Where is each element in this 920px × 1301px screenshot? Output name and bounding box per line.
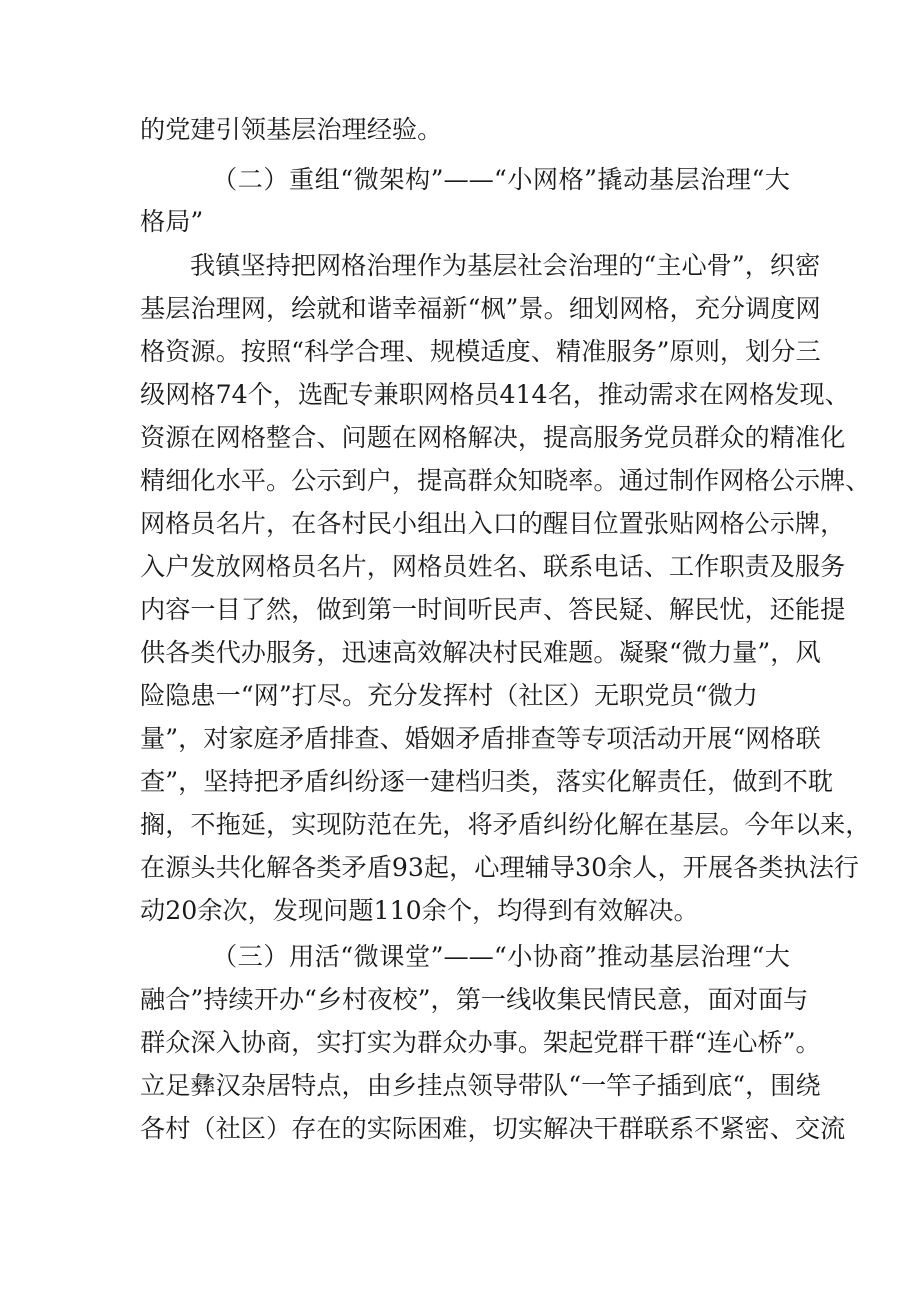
body-text-line: 查”，坚持把矛盾纠纷逐一建档归类，落实化解责任，做到不耽: [140, 767, 833, 796]
section-heading-line: （三）用活“微课堂”——“小协商”推动基层治理“大: [212, 942, 790, 971]
body-text-line: 动20余次，发现问题110余个，均得到有效解决。: [140, 896, 699, 925]
body-text-line: 级网格74个，选配专兼职网格员414名，推动需求在网格发现、: [140, 380, 850, 409]
section-heading-line: （二）重组“微架构”——“小网格”撬动基层治理“大: [212, 165, 790, 194]
body-text-line: 量”，对家庭矛盾排查、婚姻矛盾排查等专项活动开展“网格联: [140, 724, 821, 753]
body-text-line: 融合”持续开办“乡村夜校”，第一线收集民情民意，面对面与: [140, 985, 809, 1014]
body-text-line: 各村（社区）存在的实际困难，切实解决干群联系不紧密、交流: [140, 1114, 846, 1143]
body-text-line: 基层治理网，绘就和谐幸福新“枫”景。细划网格，充分调度网: [140, 294, 821, 323]
body-text-line: 资源在网格整合、问题在网格解决，提高服务党员群众的精准化: [140, 423, 846, 452]
body-text-line: 格资源。按照“科学合理、规模适度、精准服务”原则，划分三: [140, 337, 821, 366]
body-text-line: 供各类代办服务，迅速高效解决村民难题。凝聚“微力量”，风: [140, 638, 821, 667]
body-text-line: 立足彝汉杂居特点，由乡挂点领导带队“一竿子插到底“，围绕: [140, 1071, 821, 1100]
section-heading-line: 格局”: [140, 207, 204, 236]
body-text-line: 险隐患一“网”打尽。充分发挥村（社区）无职党员“微力: [140, 681, 758, 710]
body-text-line: 网格员名片，在各村民小组出入口的醒目位置张贴网格公示牌，: [140, 509, 846, 538]
body-text-line: 在源头共化解各类矛盾93起，心理辅导30余人，开展各类执法行: [140, 853, 859, 882]
body-text-line: 搁，不拖延，实现防范在先，将矛盾纠纷化解在基层。今年以来，: [140, 810, 871, 839]
body-text-line: 的党建引领基层治理经验。: [140, 115, 443, 144]
body-text-line: 入户发放网格员名片，网格员姓名、联系电话、工作职责及服务: [140, 552, 846, 581]
body-text-line: 内容一目了然，做到第一时间听民声、答民疑、解民忧，还能提: [140, 595, 846, 624]
body-text-line: 我镇坚持把网格治理作为基层社会治理的“主心骨”，织密: [190, 251, 821, 280]
body-text-line: 精细化水平。公示到户，提高群众知晓率。通过制作网格公示牌、: [140, 466, 871, 495]
body-text-line: 群众深入协商，实打实为群众办事。架起党群干群“连心桥”。: [140, 1028, 821, 1057]
